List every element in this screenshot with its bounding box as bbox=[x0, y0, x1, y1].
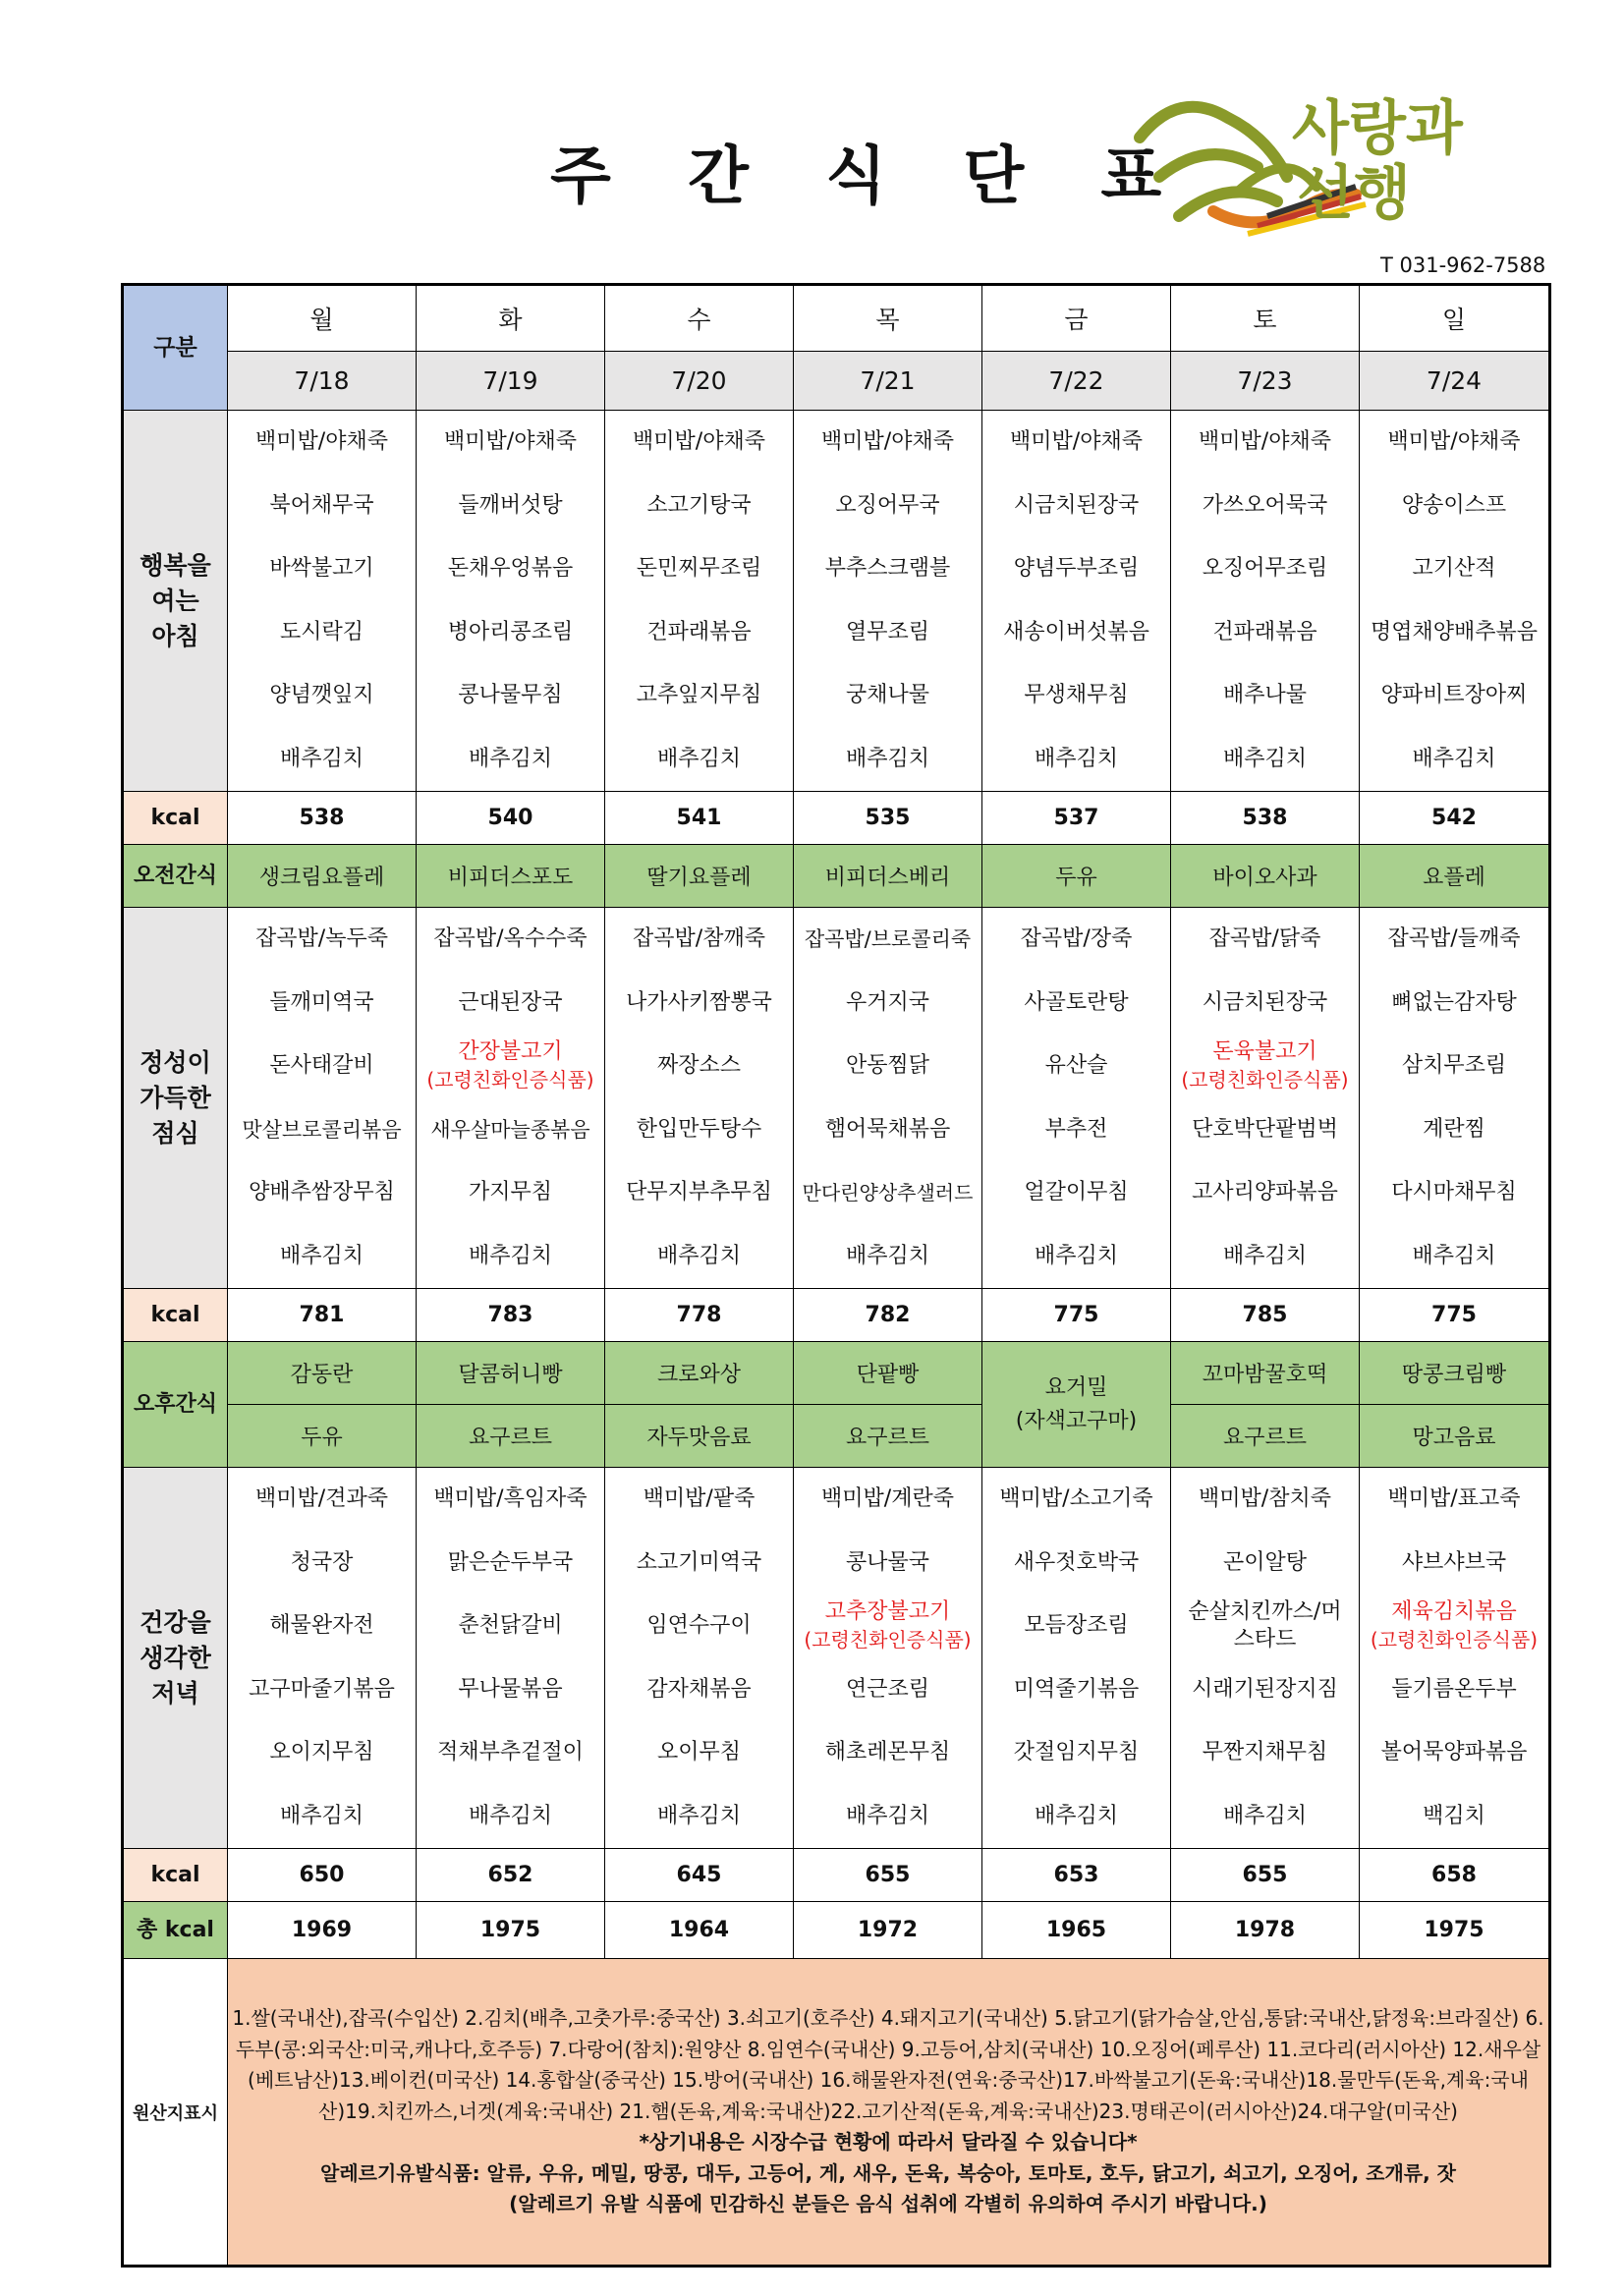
menu-item: 돈민찌무조림 bbox=[636, 556, 762, 581]
lunch-label bbox=[123, 908, 228, 1289]
menu-item: 미역줄기볶음 bbox=[1013, 1676, 1140, 1702]
menu-item: 양념두부조림 bbox=[1013, 556, 1140, 581]
menu-item: 궁채나물 bbox=[845, 683, 929, 707]
menu-item: 맛살브로콜리볶음 bbox=[242, 1117, 402, 1142]
menu-item: 열무조림 bbox=[845, 619, 929, 644]
menu-item: 배추김치 bbox=[1412, 746, 1496, 771]
breakfast-fri bbox=[982, 411, 1171, 792]
menu-item: 햄어묵채볶음 bbox=[824, 1116, 951, 1142]
am-snack-item: 딸기요플레 bbox=[605, 845, 794, 908]
origin-label: 원산지표시 bbox=[123, 1959, 228, 2267]
category-header: 구분 bbox=[123, 285, 228, 411]
menu-item: 들깨미역국 bbox=[269, 989, 374, 1015]
menu-item: 잡곡밥/장죽 bbox=[1020, 926, 1133, 951]
menu-item: 백미밥/야채죽 bbox=[1010, 429, 1143, 454]
menu-item: 돈사태갈비 bbox=[269, 1053, 374, 1078]
menu-item-name: 제육김치볶음 bbox=[1391, 1599, 1517, 1625]
breakfast-label bbox=[123, 411, 228, 792]
certified-note: (고령친화인증식품) bbox=[804, 1628, 972, 1652]
menu-item: 배추김치 bbox=[279, 1243, 364, 1268]
kcal-value: 538 bbox=[228, 792, 417, 845]
pm-snack-item: 꼬마밤꿀호떡 bbox=[1171, 1342, 1360, 1405]
menu-item: 들깨버섯탕 bbox=[458, 492, 563, 518]
menu-item: 양배추쌈장무침 bbox=[249, 1180, 395, 1204]
pm-snack-row-2 bbox=[123, 1405, 1550, 1468]
breakfast-thu bbox=[794, 411, 982, 792]
pm-snack-item-detail: (자색고구마) bbox=[1015, 1408, 1138, 1433]
menu-item: 계란찜 bbox=[1423, 1116, 1485, 1142]
menu-item: 소고기탕국 bbox=[646, 492, 752, 518]
allergy-list: 알레르기유발식품: 알류, 우유, 메밀, 땅콩, 대두, 고등어, 게, 새우, 돈육, 복숭아, 토마토, 호두, 닭고기, 쇠고기, 오징어, 조개류, 잣 bbox=[320, 2160, 1456, 2185]
menu-item: 백미밥/흑임자죽 bbox=[433, 1486, 588, 1511]
dinner-label bbox=[123, 1468, 228, 1849]
menu-item: 배추김치 bbox=[1412, 1243, 1496, 1268]
menu-item: 백미밥/계란죽 bbox=[821, 1486, 954, 1511]
pm-snack-item: 감동란 bbox=[228, 1342, 417, 1405]
menu-item: 고기산적 bbox=[1412, 556, 1496, 581]
breakfast-sat bbox=[1171, 411, 1360, 792]
breakfast-sun bbox=[1360, 411, 1550, 792]
menu-item: 백김치 bbox=[1423, 1803, 1485, 1828]
kcal-value: 783 bbox=[417, 1289, 605, 1342]
menu-item: 감자채볶음 bbox=[646, 1676, 752, 1702]
kcal-value: 655 bbox=[1171, 1849, 1360, 1902]
menu-item: 배추김치 bbox=[845, 746, 929, 771]
menu-item: 다시마채무침 bbox=[1391, 1180, 1517, 1204]
menu-item: 잡곡밥/브로콜리죽 bbox=[804, 927, 972, 951]
total-kcal-label: 총 kcal bbox=[123, 1902, 228, 1959]
menu-item: 단호박단팥범벅 bbox=[1192, 1116, 1338, 1142]
menu-item: 새송이버섯볶음 bbox=[1003, 619, 1149, 644]
day-tue: 화 bbox=[417, 285, 605, 352]
day-row bbox=[123, 285, 1550, 352]
dinner-tue bbox=[417, 1468, 605, 1849]
menu-item: 오이지무침 bbox=[269, 1740, 374, 1764]
menu-item: 배추김치 bbox=[468, 746, 552, 771]
date-fri: 7/22 bbox=[982, 352, 1171, 411]
menu-item: 양송이스프 bbox=[1401, 492, 1507, 518]
breakfast-row bbox=[123, 411, 1550, 792]
am-snack-item: 비피더스포도 bbox=[417, 845, 605, 908]
certified-note: (고령친화인증식품) bbox=[1370, 1628, 1539, 1652]
menu-item: 백미밥/팥죽 bbox=[643, 1486, 756, 1511]
menu-item: 갓절임지무침 bbox=[1013, 1740, 1140, 1764]
menu-item: 단무지부추무침 bbox=[626, 1180, 772, 1204]
kcal-value: 645 bbox=[605, 1849, 794, 1902]
menu-item: 바싹불고기 bbox=[269, 556, 374, 581]
menu-item: 한입만두탕수 bbox=[636, 1116, 762, 1142]
menu-item: 배추김치 bbox=[1034, 746, 1118, 771]
pm-snack-drink: 망고음료 bbox=[1360, 1405, 1550, 1468]
menu-item: 잡곡밥/옥수수죽 bbox=[433, 926, 588, 951]
menu-item: 백미밥/야채죽 bbox=[821, 429, 954, 454]
kcal-value: 541 bbox=[605, 792, 794, 845]
menu-item: 유산슬 bbox=[1044, 1053, 1108, 1078]
menu-item: 시금치된장국 bbox=[1202, 989, 1328, 1015]
kcal-value: 775 bbox=[982, 1289, 1171, 1342]
menu-item: 건파래볶음 bbox=[646, 619, 752, 644]
date-sun: 7/24 bbox=[1360, 352, 1550, 411]
menu-item: 만다린양상추샐러드 bbox=[802, 1181, 974, 1204]
menu-item: 배추김치 bbox=[279, 1803, 364, 1828]
menu-item: 안동찜닭 bbox=[845, 1053, 929, 1078]
date-thu: 7/21 bbox=[794, 352, 982, 411]
menu-item: 해초레몬무침 bbox=[824, 1740, 951, 1764]
weekly-menu-table bbox=[121, 283, 1551, 2268]
menu-item: 새우살마늘종볶음 bbox=[430, 1117, 590, 1142]
date-row bbox=[123, 352, 1550, 411]
date-sat: 7/23 bbox=[1171, 352, 1360, 411]
total-kcal-value: 1965 bbox=[982, 1902, 1171, 1959]
pm-snack-row-1 bbox=[123, 1342, 1550, 1405]
menu-item: 가지무침 bbox=[468, 1180, 552, 1204]
am-snack-item: 요플레 bbox=[1360, 845, 1550, 908]
pm-snack-item-fri bbox=[982, 1342, 1171, 1468]
menu-item: 오이무침 bbox=[656, 1740, 741, 1764]
origin-row bbox=[123, 1959, 1550, 2267]
breakfast-kcal-row bbox=[123, 792, 1550, 845]
menu-item-certified bbox=[1360, 1595, 1548, 1658]
date-mon: 7/18 bbox=[228, 352, 417, 411]
am-snack-label: 오전간식 bbox=[123, 845, 228, 908]
pm-snack-drink: 요구르트 bbox=[794, 1405, 982, 1468]
menu-item: 가쓰오어묵국 bbox=[1202, 492, 1328, 518]
kcal-label: kcal bbox=[123, 792, 228, 845]
day-fri: 금 bbox=[982, 285, 1171, 352]
menu-item: 백미밥/야채죽 bbox=[255, 429, 388, 454]
menu-item: 배추김치 bbox=[1222, 746, 1307, 771]
menu-item: 들기름온두부 bbox=[1391, 1676, 1517, 1702]
menu-item: 배추김치 bbox=[656, 746, 741, 771]
lunch-wed bbox=[605, 908, 794, 1289]
menu-item: 배추김치 bbox=[279, 746, 364, 771]
menu-item: 잡곡밥/참깨죽 bbox=[633, 926, 765, 951]
pm-snack-drink: 요구르트 bbox=[1171, 1405, 1360, 1468]
menu-item: 배추김치 bbox=[1034, 1243, 1118, 1268]
menu-item: 부추전 bbox=[1044, 1116, 1108, 1142]
menu-item: 배추김치 bbox=[845, 1243, 929, 1268]
menu-item: 배추김치 bbox=[845, 1803, 929, 1828]
menu-item-certified bbox=[794, 1595, 981, 1658]
pm-snack-drink: 자두맛음료 bbox=[605, 1405, 794, 1468]
menu-item: 배추김치 bbox=[1222, 1803, 1307, 1828]
menu-item-name: 돈육불고기 bbox=[1212, 1039, 1317, 1065]
lunch-label-text: 정성이 가득한 점심 bbox=[140, 1047, 211, 1148]
menu-item: 나가사키짬뽕국 bbox=[626, 989, 772, 1015]
menu-item: 백미밥/야채죽 bbox=[1199, 429, 1331, 454]
brand-name-line1: 사랑과 bbox=[1292, 94, 1463, 163]
menu-item: 고추잎지무침 bbox=[636, 683, 762, 707]
menu-item: 무나물볶음 bbox=[458, 1676, 563, 1702]
menu-item: 명엽채양배추볶음 bbox=[1370, 619, 1539, 644]
kcal-label: kcal bbox=[123, 1289, 228, 1342]
kcal-label: kcal bbox=[123, 1849, 228, 1902]
dinner-label-text: 건강을 생각한 저녁 bbox=[140, 1607, 211, 1708]
breakfast-tue bbox=[417, 411, 605, 792]
kcal-value: 778 bbox=[605, 1289, 794, 1342]
menu-item: 콩나물무침 bbox=[458, 683, 563, 707]
menu-item: 백미밥/야채죽 bbox=[444, 429, 577, 454]
lunch-fri bbox=[982, 908, 1171, 1289]
dinner-row bbox=[123, 1468, 1550, 1849]
menu-item: 해물완자전 bbox=[269, 1613, 374, 1638]
pm-snack-label: 오후간식 bbox=[123, 1342, 228, 1468]
menu-item: 백미밥/야채죽 bbox=[633, 429, 765, 454]
pm-snack-item: 달콤허니빵 bbox=[417, 1342, 605, 1405]
phone-number: T 031-962-7588 bbox=[1380, 253, 1546, 277]
menu-item: 돈채우엉볶음 bbox=[447, 556, 574, 581]
am-snack-row bbox=[123, 845, 1550, 908]
menu-item: 양념깻잎지 bbox=[269, 683, 374, 707]
menu-item: 모듬장조림 bbox=[1024, 1613, 1129, 1638]
menu-item: 우거지국 bbox=[845, 989, 929, 1015]
menu-item: 시래기된장지짐 bbox=[1192, 1676, 1338, 1702]
pm-snack-item: 땅콩크림빵 bbox=[1360, 1342, 1550, 1405]
menu-item: 짜장소스 bbox=[656, 1053, 741, 1078]
menu-item: 청국장 bbox=[290, 1549, 354, 1575]
menu-item: 배추김치 bbox=[1034, 1803, 1118, 1828]
kcal-value: 781 bbox=[228, 1289, 417, 1342]
dinner-thu bbox=[794, 1468, 982, 1849]
menu-item: 뼈없는감자탕 bbox=[1391, 989, 1517, 1015]
pm-snack-item-name: 요거밀 bbox=[1044, 1374, 1108, 1400]
total-kcal-value: 1969 bbox=[228, 1902, 417, 1959]
dinner-fri bbox=[982, 1468, 1171, 1849]
menu-item: 샤브샤브국 bbox=[1401, 1549, 1507, 1575]
total-kcal-value: 1975 bbox=[417, 1902, 605, 1959]
menu-item: 곤이알탕 bbox=[1222, 1549, 1307, 1575]
origin-text: 1.쌀(국내산),잡곡(수입산) 2.김치(배추,고춧가루:중국산) 3.쇠고기(호주산) 4.돼지고기(국내산) 5.닭고기(닭가슴살,안심,통닭:국내산,닭정육:브라질산) 6.두부(콩:외국산:미국,캐나다,호주등) 7.다랑어(참치):원양산 8.임연수(국내산) 9.고등어,삼치(국내산) 10.오징어(페루산) 11.코다리(러시아산) 12.새우살(베트남산)13.베이컨(미국산) 14.홍합살(중국산) 15.방어(국내산) 16.해물완자전(연육:중국산)17.바싹불고기(돈육:국내산)18.물만두(돈육,계육:국내산)19.치킨까스,너겟(계육:국내산) 21.햄(돈육,계육:국내산)22.고기산적(돈육,계육:국내산)23.명태곤이(러시아산)24.대구알(미국산) bbox=[232, 2006, 1544, 2123]
lunch-thu bbox=[794, 908, 982, 1289]
dinner-sun bbox=[1360, 1468, 1550, 1849]
lunch-sun bbox=[1360, 908, 1550, 1289]
menu-item: 연근조림 bbox=[845, 1676, 929, 1702]
breakfast-label-text: 행복을 여는 아침 bbox=[140, 550, 211, 650]
brand-name-line2: 선행 bbox=[1297, 159, 1411, 228]
menu-item: 오징어무국 bbox=[835, 492, 940, 518]
lunch-row bbox=[123, 908, 1550, 1289]
menu-item: 백미밥/야채죽 bbox=[1387, 429, 1521, 454]
kcal-value: 775 bbox=[1360, 1289, 1550, 1342]
menu-item: 콩나물국 bbox=[845, 1549, 929, 1575]
supply-notice: *상기내용은 시장수급 현황에 따라서 달라질 수 있습니다* bbox=[639, 2130, 1138, 2155]
menu-item: 사골토란탕 bbox=[1024, 989, 1129, 1015]
menu-item: 도시락김 bbox=[279, 619, 364, 644]
menu-item: 고사리양파볶음 bbox=[1192, 1180, 1338, 1204]
day-thu: 목 bbox=[794, 285, 982, 352]
pm-snack-item: 단팥빵 bbox=[794, 1342, 982, 1405]
total-kcal-value: 1964 bbox=[605, 1902, 794, 1959]
allergy-caution: (알레르기 유발 식품에 민감하신 분들은 음식 섭취에 각별히 유의하여 주시기 바랍니다.) bbox=[509, 2192, 1267, 2216]
certified-note: (고령친화인증식품) bbox=[1181, 1068, 1349, 1092]
total-kcal-value: 1972 bbox=[794, 1902, 982, 1959]
day-sun: 일 bbox=[1360, 285, 1550, 352]
total-kcal-row bbox=[123, 1902, 1550, 1959]
menu-item: 순살치킨까스/머 스타드 bbox=[1188, 1599, 1342, 1652]
kcal-value: 655 bbox=[794, 1849, 982, 1902]
menu-item: 잡곡밥/닭죽 bbox=[1208, 926, 1321, 951]
menu-item: 근대된장국 bbox=[458, 989, 563, 1015]
menu-item: 배추김치 bbox=[468, 1803, 552, 1828]
menu-item-certified bbox=[417, 1035, 604, 1098]
menu-item: 배추김치 bbox=[656, 1803, 741, 1828]
menu-item: 배추김치 bbox=[1222, 1243, 1307, 1268]
menu-item: 무짠지채무침 bbox=[1202, 1740, 1328, 1764]
menu-item: 볼어묵양파볶음 bbox=[1380, 1740, 1528, 1764]
kcal-value: 782 bbox=[794, 1289, 982, 1342]
am-snack-item: 두유 bbox=[982, 845, 1171, 908]
dinner-mon bbox=[228, 1468, 417, 1849]
am-snack-item: 바이오사과 bbox=[1171, 845, 1360, 908]
breakfast-wed bbox=[605, 411, 794, 792]
menu-item: 소고기미역국 bbox=[636, 1549, 762, 1575]
pm-snack-drink: 두유 bbox=[228, 1405, 417, 1468]
total-kcal-value: 1975 bbox=[1360, 1902, 1550, 1959]
pm-snack-drink: 요구르트 bbox=[417, 1405, 605, 1468]
menu-item: 부추스크램블 bbox=[824, 556, 951, 581]
menu-item: 새우젓호박국 bbox=[1013, 1549, 1140, 1575]
menu-item: 잡곡밥/녹두죽 bbox=[255, 926, 388, 951]
menu-item: 배추나물 bbox=[1222, 683, 1307, 707]
menu-item: 백미밥/표고죽 bbox=[1387, 1486, 1521, 1511]
brand-name bbox=[1292, 96, 1463, 226]
menu-item: 백미밥/소고기죽 bbox=[999, 1486, 1153, 1511]
menu-item: 백미밥/견과죽 bbox=[255, 1486, 388, 1511]
menu-item: 얼갈이무침 bbox=[1024, 1180, 1129, 1204]
menu-item: 배추김치 bbox=[656, 1243, 741, 1268]
kcal-value: 535 bbox=[794, 792, 982, 845]
menu-item: 잡곡밥/들깨죽 bbox=[1387, 926, 1521, 951]
kcal-value: 653 bbox=[982, 1849, 1171, 1902]
menu-item: 양파비트장아찌 bbox=[1380, 683, 1528, 707]
day-mon: 월 bbox=[228, 285, 417, 352]
dinner-kcal-row bbox=[123, 1849, 1550, 1902]
lunch-sat bbox=[1171, 908, 1360, 1289]
lunch-kcal-row bbox=[123, 1289, 1550, 1342]
menu-item-name: 고추장불고기 bbox=[824, 1599, 951, 1625]
kcal-value: 650 bbox=[228, 1849, 417, 1902]
day-sat: 토 bbox=[1171, 285, 1360, 352]
dinner-sat bbox=[1171, 1468, 1360, 1849]
menu-item-certified bbox=[1171, 1035, 1359, 1098]
am-snack-item: 생크림요플레 bbox=[228, 845, 417, 908]
kcal-value: 540 bbox=[417, 792, 605, 845]
date-wed: 7/20 bbox=[605, 352, 794, 411]
kcal-value: 652 bbox=[417, 1849, 605, 1902]
menu-item: 무생채무침 bbox=[1024, 683, 1129, 707]
total-kcal-value: 1978 bbox=[1171, 1902, 1360, 1959]
menu-item: 적채부추겉절이 bbox=[437, 1740, 584, 1764]
menu-item: 배추김치 bbox=[468, 1243, 552, 1268]
lunch-tue bbox=[417, 908, 605, 1289]
am-snack-item: 비피더스베리 bbox=[794, 845, 982, 908]
day-wed: 수 bbox=[605, 285, 794, 352]
lunch-mon bbox=[228, 908, 417, 1289]
menu-item: 오징어무조림 bbox=[1202, 556, 1328, 581]
menu-item: 북어채무국 bbox=[269, 492, 374, 518]
menu-item: 백미밥/참치죽 bbox=[1199, 1486, 1331, 1511]
kcal-value: 538 bbox=[1171, 792, 1360, 845]
kcal-value: 542 bbox=[1360, 792, 1550, 845]
kcal-value: 537 bbox=[982, 792, 1171, 845]
menu-item: 삼치무조림 bbox=[1401, 1053, 1507, 1078]
menu-item-name: 간장불고기 bbox=[458, 1039, 563, 1065]
menu-item: 건파래볶음 bbox=[1212, 619, 1317, 644]
certified-note: (고령친화인증식품) bbox=[426, 1068, 594, 1092]
kcal-value: 658 bbox=[1360, 1849, 1550, 1902]
menu-item: 고구마줄기볶음 bbox=[249, 1676, 395, 1702]
page-title: 주 간 식 단 표 bbox=[550, 140, 1190, 213]
breakfast-mon bbox=[228, 411, 417, 792]
date-tue: 7/19 bbox=[417, 352, 605, 411]
menu-item: 춘천닭갈비 bbox=[458, 1613, 563, 1638]
menu-item: 병아리콩조림 bbox=[447, 619, 574, 644]
pm-snack-item: 크로와상 bbox=[605, 1342, 794, 1405]
menu-item: 시금치된장국 bbox=[1013, 492, 1140, 518]
kcal-value: 785 bbox=[1171, 1289, 1360, 1342]
menu-item: 맑은순두부국 bbox=[447, 1549, 574, 1575]
dinner-wed bbox=[605, 1468, 794, 1849]
menu-item: 임연수구이 bbox=[646, 1613, 752, 1638]
origin-info bbox=[228, 1959, 1550, 2267]
